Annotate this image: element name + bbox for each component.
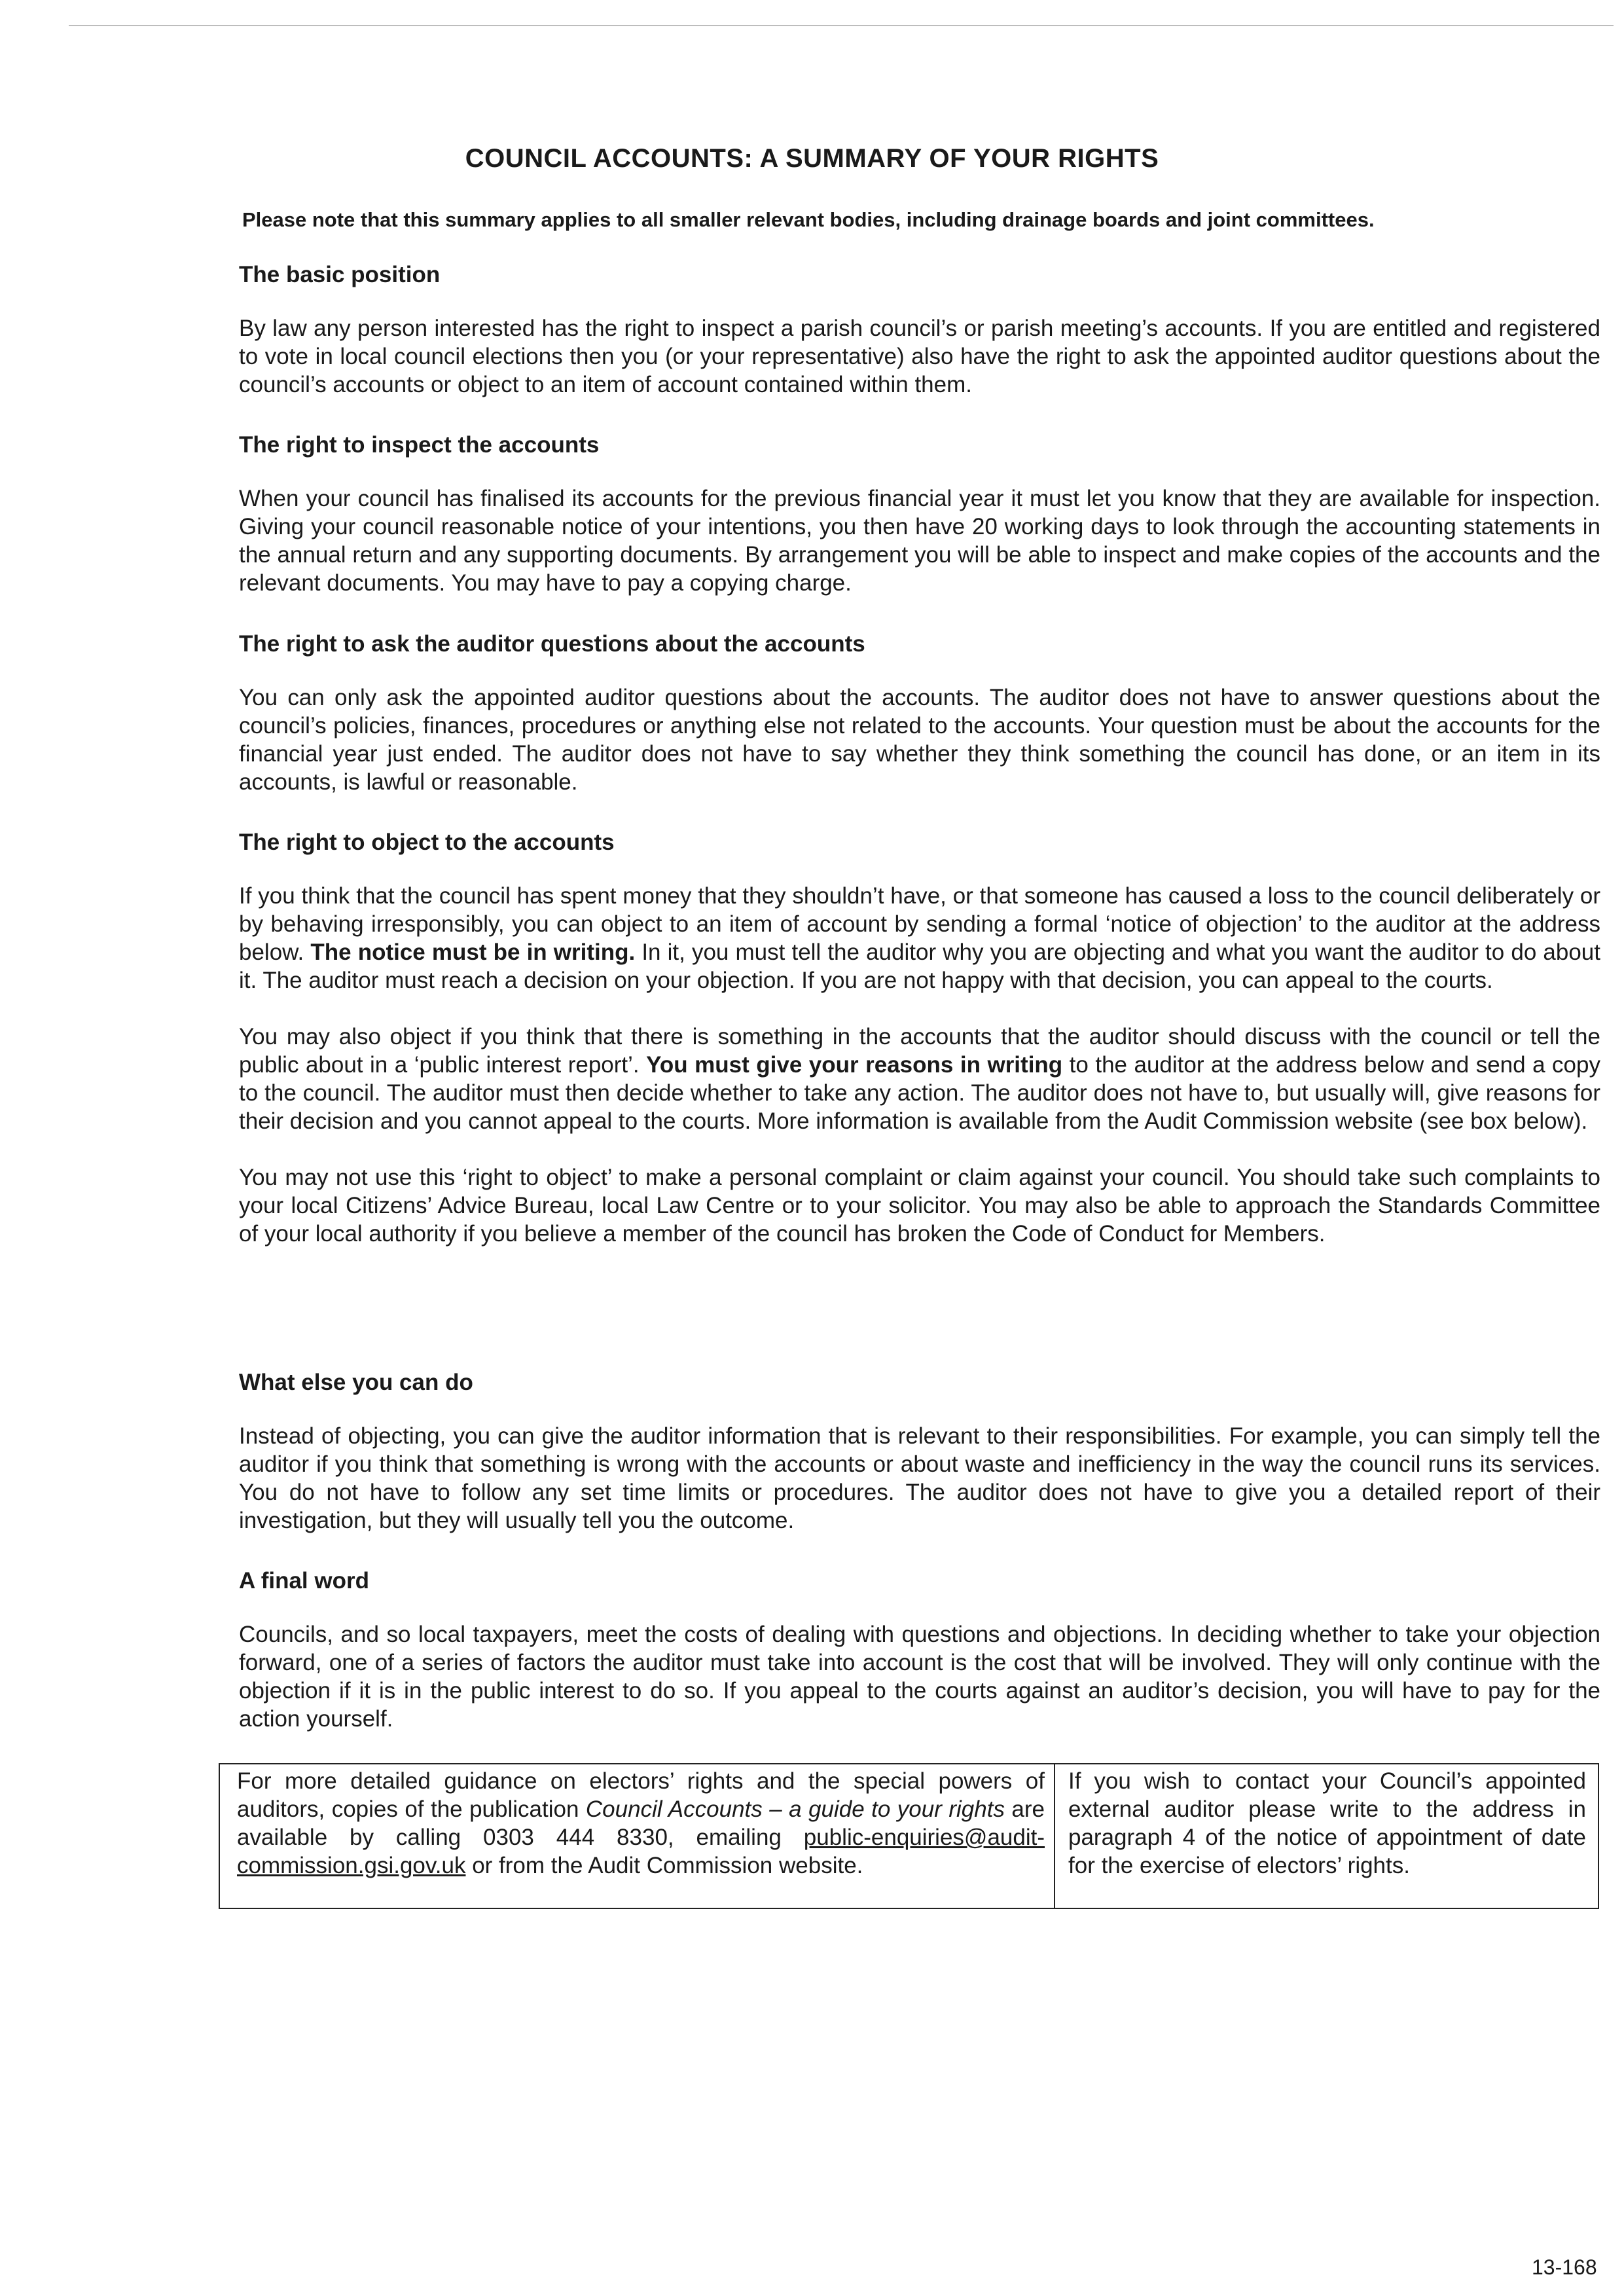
section-heading: The basic position xyxy=(239,262,441,287)
section-final-word xyxy=(239,1567,1600,1733)
paragraph: Councils, and so local taxpayers, meet the costs of dealing with questions and objections. In deciding whether to take your objection forward, one of a series of factors the auditor must take into account is the cost that will be involved. They will only continue with the objection if it is in the public interest to do so. If you appeal to the courts against an auditor’s decision, you will have to pay for the action yourself. xyxy=(239,1622,1600,1732)
paragraph: You may not use this ‘right to object’ to make a personal complaint or claim against your council. You should take such complaints to your local Citizens’ Advice Bureau, local Law Centre or to your solicitor. You may also be able to approach the Standards Committee of your local authority if you believe a member of the council has broken the Code of Conduct for Members. xyxy=(239,1165,1600,1247)
section-basic-position xyxy=(239,261,1600,399)
paragraph: When your council has finalised its accounts for the previous financial year it must let you know that they are available for inspection. Giving your council reasonable notice of your intentions, you then have 20 working days to look through the accounting statements in the annual return and any supporting documents. By arrangement you will be able to inspect and make copies of the accounts and the relevant documents. You may have to pay a copying charge. xyxy=(239,486,1600,596)
section-heading: A final word xyxy=(239,1568,369,1594)
paragraph-text: to the auditor at the address below and send a copy to the council. The auditor must then decide whether to take any action. The auditor does not have to, but usually will, give reasons for their decision and you cannot appeal to the courts. More information is available from the Audit Commission website (see box below). xyxy=(239,1052,1600,1134)
paragraph-text: You may also object if you think that there is something in the accounts that the auditor should discuss with the council or tell the public about in a ‘public interest report’. xyxy=(239,1024,1600,1078)
section-right-to-ask xyxy=(239,630,1600,796)
section-what-else xyxy=(239,1368,1600,1535)
section-heading: The right to inspect the accounts xyxy=(239,432,600,458)
paragraph-text: In it, you must tell the auditor why you are objecting and what you want the auditor to do about it. The auditor must reach a decision on your objection. If you are not happy with that decision, you can appeal to the courts. xyxy=(239,939,1600,993)
section-right-to-inspect xyxy=(239,431,1600,597)
page-title: COUNCIL ACCOUNTS: A SUMMARY OF YOUR RIGHTS xyxy=(465,144,1159,173)
paragraph xyxy=(239,882,1600,994)
info-text: are available by calling 0303 444 8330, emailing xyxy=(237,1796,1045,1850)
paragraph: Instead of objecting, you can give the auditor information that is relevant to their responsibilities. For example, you can simply tell the auditor if you think that something is wrong with the accounts or about waste and inefficiency in the way the council runs its services. You do not have to follow any set time limits or procedures. The auditor does not have to give you a detailed report of their investigation, but they will usually tell you the outcome. xyxy=(239,1423,1600,1533)
section-heading: The right to ask the auditor questions about the accounts xyxy=(239,631,865,657)
paragraph-text: If you think that the council has spent money that they shouldn’t have, or that someone has caused a loss to the council deliberately or by behaving irresponsibly, you can object to an item of account by sending a formal ‘notice of objection’ to the auditor at the address below. xyxy=(239,883,1600,965)
email-link[interactable]: public-enquiries@audit-commission.gsi.gov.uk xyxy=(237,1825,1045,1878)
applicability-note: Please note that this summary applies to all smaller relevant bodies, including drainage boards and joint committees. xyxy=(242,208,1375,231)
section-heading: The right to object to the accounts xyxy=(239,829,615,855)
document-code: 13-168 xyxy=(1532,2255,1597,2279)
info-box xyxy=(219,1763,1599,1909)
paragraph: You can only ask the appointed auditor questions about the accounts. The auditor does not have to answer questions about the council’s policies, finances, procedures or anything else not related to the accounts. Your question must be about the accounts for the financial year just ended. The auditor does not have to say whether they think something the council has done, or an item in its accounts, is lawful or reasonable. xyxy=(239,685,1600,795)
emphasis-text: The notice must be in writing. xyxy=(310,939,636,965)
emphasis-text: You must give your reasons in writing xyxy=(646,1052,1063,1078)
paragraph: By law any person interested has the right to inspect a parish council’s or parish meeting’s accounts. If you are entitled and registered to vote in local council elections then you (or your representative) also have the right to ask the appointed auditor questions about the council’s accounts or object to an item of account contained within them. xyxy=(239,316,1600,397)
info-text: For more detailed guidance on electors’ rights and the special powers of auditors, copies of the publication xyxy=(237,1768,1045,1822)
info-text: or from the Audit Commission website. xyxy=(465,1853,863,1878)
info-box-contact: If you wish to contact your Council’s appointed external auditor please write to the address in paragraph 4 of the notice of appointment of date for the exercise of electors’ rights. xyxy=(1068,1768,1586,1878)
section-right-to-object xyxy=(239,828,1600,1248)
paragraph xyxy=(239,1023,1600,1135)
publication-title: Council Accounts – a guide to your rights xyxy=(585,1796,1005,1822)
top-rule xyxy=(69,25,1614,26)
info-box-guidance xyxy=(220,1764,1055,1908)
section-heading: What else you can do xyxy=(239,1370,473,1395)
